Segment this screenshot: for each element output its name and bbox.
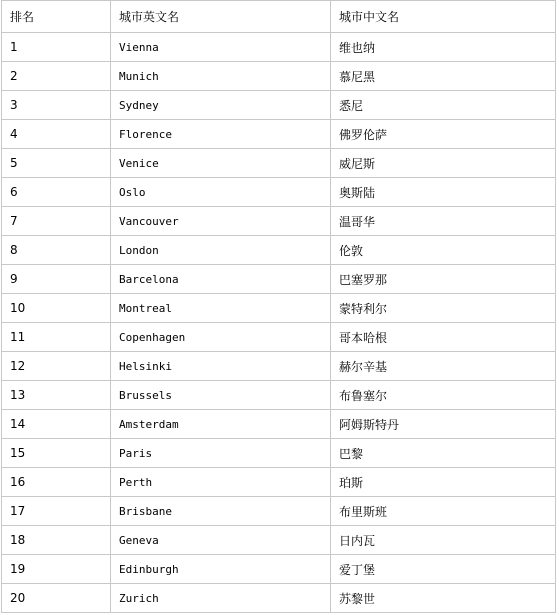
table-row — [2, 149, 556, 178]
table-row — [2, 497, 556, 526]
english-name-cell: Perth — [111, 468, 331, 497]
rank-cell: 18 — [2, 526, 111, 555]
table-row — [2, 323, 556, 352]
rank-cell: 10 — [2, 294, 111, 323]
chinese-name-cell: 苏黎世 — [331, 584, 556, 613]
rank-cell: 11 — [2, 323, 111, 352]
chinese-name-cell: 悉尼 — [331, 91, 556, 120]
table-row — [2, 381, 556, 410]
chinese-name-cell: 日内瓦 — [331, 526, 556, 555]
rank-cell: 19 — [2, 555, 111, 584]
chinese-name-cell: 蒙特利尔 — [331, 294, 556, 323]
english-name-cell: Sydney — [111, 91, 331, 120]
chinese-name-cell: 佛罗伦萨 — [331, 120, 556, 149]
table-row — [2, 352, 556, 381]
table-row — [2, 294, 556, 323]
rank-cell: 6 — [2, 178, 111, 207]
rank-cell: 4 — [2, 120, 111, 149]
english-name-cell: Edinburgh — [111, 555, 331, 584]
chinese-name-cell: 哥本哈根 — [331, 323, 556, 352]
rank-cell: 14 — [2, 410, 111, 439]
table-row — [2, 584, 556, 613]
rank-cell: 1 — [2, 33, 111, 62]
table-row — [2, 439, 556, 468]
table-row — [2, 33, 556, 62]
english-name-cell: Munich — [111, 62, 331, 91]
chinese-name-cell: 珀斯 — [331, 468, 556, 497]
rank-cell: 5 — [2, 149, 111, 178]
english-name-cell: Helsinki — [111, 352, 331, 381]
rank-cell: 15 — [2, 439, 111, 468]
header-english-name: 城市英文名 — [111, 1, 331, 33]
chinese-name-cell: 维也纳 — [331, 33, 556, 62]
english-name-cell: Florence — [111, 120, 331, 149]
header-chinese-name: 城市中文名 — [331, 1, 556, 33]
english-name-cell: Venice — [111, 149, 331, 178]
table-body — [2, 33, 556, 613]
english-name-cell: Brussels — [111, 381, 331, 410]
header-rank: 排名 — [2, 1, 111, 33]
table-row — [2, 91, 556, 120]
chinese-name-cell: 爱丁堡 — [331, 555, 556, 584]
english-name-cell: Oslo — [111, 178, 331, 207]
chinese-name-cell: 布鲁塞尔 — [331, 381, 556, 410]
english-name-cell: Vienna — [111, 33, 331, 62]
english-name-cell: Barcelona — [111, 265, 331, 294]
english-name-cell: Amsterdam — [111, 410, 331, 439]
rank-cell: 9 — [2, 265, 111, 294]
rank-cell: 8 — [2, 236, 111, 265]
english-name-cell: Geneva — [111, 526, 331, 555]
chinese-name-cell: 奥斯陆 — [331, 178, 556, 207]
table-row — [2, 207, 556, 236]
rank-cell: 17 — [2, 497, 111, 526]
rank-cell: 3 — [2, 91, 111, 120]
english-name-cell: Zurich — [111, 584, 331, 613]
table-row — [2, 555, 556, 584]
rank-cell: 7 — [2, 207, 111, 236]
table-row — [2, 62, 556, 91]
table-row — [2, 236, 556, 265]
table-row — [2, 410, 556, 439]
city-ranking-table — [1, 0, 556, 613]
english-name-cell: Vancouver — [111, 207, 331, 236]
chinese-name-cell: 温哥华 — [331, 207, 556, 236]
rank-cell: 12 — [2, 352, 111, 381]
english-name-cell: Brisbane — [111, 497, 331, 526]
table-row — [2, 120, 556, 149]
table-row — [2, 265, 556, 294]
english-name-cell: Copenhagen — [111, 323, 331, 352]
header-row — [2, 1, 556, 33]
chinese-name-cell: 慕尼黑 — [331, 62, 556, 91]
chinese-name-cell: 巴黎 — [331, 439, 556, 468]
chinese-name-cell: 赫尔辛基 — [331, 352, 556, 381]
chinese-name-cell: 伦敦 — [331, 236, 556, 265]
chinese-name-cell: 阿姆斯特丹 — [331, 410, 556, 439]
table-row — [2, 178, 556, 207]
english-name-cell: Montreal — [111, 294, 331, 323]
chinese-name-cell: 威尼斯 — [331, 149, 556, 178]
table-row — [2, 526, 556, 555]
english-name-cell: Paris — [111, 439, 331, 468]
rank-cell: 20 — [2, 584, 111, 613]
english-name-cell: London — [111, 236, 331, 265]
rank-cell: 2 — [2, 62, 111, 91]
table-row — [2, 468, 556, 497]
rank-cell: 16 — [2, 468, 111, 497]
table-header — [2, 1, 556, 33]
chinese-name-cell: 巴塞罗那 — [331, 265, 556, 294]
rank-cell: 13 — [2, 381, 111, 410]
chinese-name-cell: 布里斯班 — [331, 497, 556, 526]
